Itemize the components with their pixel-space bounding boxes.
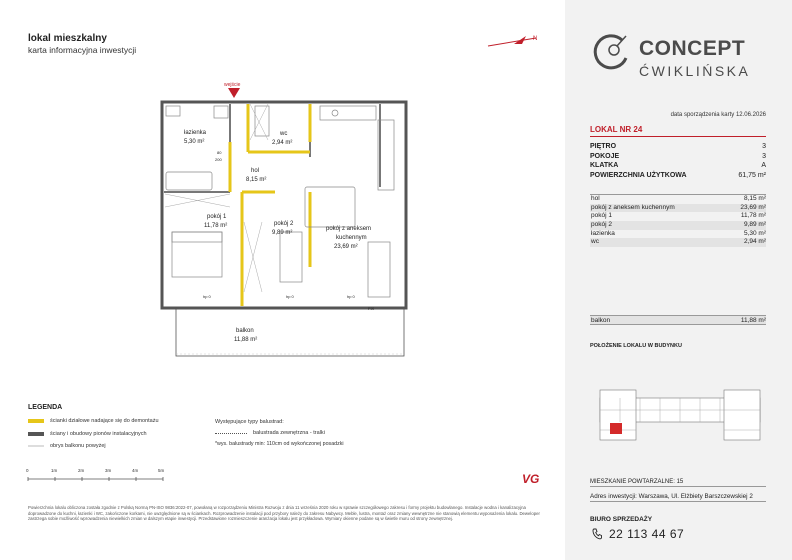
- door-dim: hp 0: [203, 294, 211, 299]
- info-row: [590, 142, 766, 152]
- room-label-pokoj1: pokój 1: [207, 214, 227, 220]
- footnote: Powierzchnia lokalu obliczona została zgodnie z Polską Normą PN-ISO 9836:2022-07, powołaną w rozporządzeniu Ministra Rozwoju z dnia 11 września 2020 roku w sprawie szczegółowego zakresu i formy projektu budowlanego. Instalacje wodna i kanalizacyjna doprowadzone do kuchni, łazienki i WC, zakończone korkami, nie uwzględnione są w ściankach. Rozprowadzenie instalacji pod przybory należy do zakresu Nabywcy. Meble, lustra, montaż oraz zmiany wewnętrzne nie stanowią elementu wyposażenia lokalu. Deweloper zastrzega sobie możliwość wprowadzenia niewielkich zmian w dalszym etapie inwestycji. Przedstawione rozmieszczenie aranżacja lokalu jest przykładowa. Wymiary okienne podane są w świetle muru od strony zewnętrznej.: [28, 505, 540, 522]
- door-dim: FIX: [368, 306, 375, 311]
- door-dim: hp 0: [286, 294, 294, 299]
- location-highlight: [610, 423, 622, 434]
- scale-label: 2m: [78, 468, 85, 473]
- legend-swatch-balcony: [28, 445, 44, 447]
- info-row: [590, 161, 766, 171]
- room-label-balkon: balkon: [236, 328, 254, 334]
- entrance-label: wejście: [224, 82, 241, 88]
- room-row: [590, 238, 766, 247]
- divider: [590, 136, 766, 137]
- room-area: 11,78 m²: [740, 212, 766, 220]
- room-row: [590, 204, 766, 213]
- room-table: [590, 194, 766, 247]
- info-label: KLATKA: [590, 162, 619, 170]
- legend-swatch-walls: [28, 432, 44, 436]
- info-table: [590, 142, 766, 180]
- investment-address: Adres inwestycji: Warszawa, Ul. Elżbiety Barszczewskiej 2: [590, 493, 753, 500]
- divider: [590, 486, 766, 487]
- brand-name: CONCEPT: [639, 37, 746, 60]
- info-panel: [565, 0, 792, 560]
- sales-office-label: BIURO SPRZEDAŻY: [590, 516, 653, 523]
- room-area-lazienka: 5,30 m²: [184, 139, 205, 145]
- room-area: 9,89 m²: [743, 221, 766, 229]
- door-dim: 200: [215, 157, 222, 162]
- room-label-wc: wc: [280, 131, 288, 137]
- room-area-pokoj-aneks: 23,69 m²: [334, 244, 358, 250]
- door-dim: hp 0: [347, 294, 355, 299]
- info-row: [590, 152, 766, 162]
- room-row: [590, 230, 766, 239]
- room-name: pokój 1: [591, 212, 612, 220]
- room-area-pokoj1: 11,78 m²: [204, 223, 228, 229]
- balustrade-note: *wys. balustrady min: 110cm od wykończonej posadzki: [215, 441, 344, 447]
- room-area: 5,30 m²: [743, 229, 766, 237]
- info-value: 3: [762, 152, 766, 160]
- legend-item: obrys balkonu powyżej: [50, 443, 106, 449]
- vg-logo: VG: [522, 472, 540, 486]
- svg-text:N: N: [533, 36, 538, 42]
- balustrade-title: Występujące typy balustrad:: [215, 419, 284, 425]
- room-row: [590, 212, 766, 221]
- document-subtitle: karta informacyjna inwestycji: [28, 45, 137, 55]
- balcony-row: [590, 315, 766, 325]
- scale-label: 1m: [51, 468, 58, 473]
- balcony-area: 11,88 m²: [740, 317, 766, 324]
- info-value: 3: [762, 143, 766, 150]
- scale-label: 3m: [105, 468, 112, 473]
- room-area-hol: 8,15 m²: [246, 177, 267, 183]
- repeated-unit: MIESZKANIE POWTARZALNE: 15: [590, 479, 684, 485]
- room-area-pokoj2: 9,89 m²: [272, 230, 293, 236]
- info-label: PIĘTRO: [590, 143, 617, 150]
- room-area: 8,15 m²: [743, 195, 766, 202]
- document-title: lokal mieszkalny: [28, 33, 107, 44]
- sales-phone[interactable]: 22 113 44 67: [609, 527, 685, 541]
- legend-title: LEGENDA: [28, 404, 63, 411]
- room-label-pokoj-aneks-2: kuchennym: [336, 235, 367, 241]
- door-dim: 80: [217, 150, 222, 155]
- room-name: pokój 2: [591, 221, 612, 229]
- room-name: hol: [591, 195, 600, 202]
- info-value: A: [761, 162, 766, 170]
- concept-ring-logo-icon: [592, 32, 632, 72]
- info-row: [590, 171, 766, 181]
- room-name: łazienka: [591, 229, 615, 237]
- room-name: wc: [591, 238, 599, 246]
- scale-bar: [26, 468, 176, 482]
- balustrade-type: balustrada zewnętrzna - tralki: [253, 430, 325, 436]
- info-label: POKOJE: [590, 152, 620, 160]
- room-area: 23,69 m²: [740, 203, 766, 211]
- brand-location: ĆWIKLIŃSKA: [639, 63, 751, 79]
- info-label: POWIERZCHNIA UŻYTKOWA: [590, 171, 687, 179]
- scale-label: 4m: [132, 468, 139, 473]
- room-label-pokoj2: pokój 2: [274, 221, 294, 227]
- room-row: [590, 221, 766, 230]
- north-arrow-icon: [486, 32, 542, 50]
- room-label-pokoj-aneks: pokój z aneksem: [326, 226, 372, 232]
- balcony-name: balkon: [591, 317, 611, 324]
- room-area-wc: 2,94 m²: [272, 140, 293, 146]
- room-area-balkon: 11,88 m²: [234, 337, 258, 343]
- phone-icon: [592, 528, 602, 540]
- location-title: POŁOŻENIE LOKALU W BUDYNKU: [590, 343, 682, 349]
- card-date: data sporządzenia karty 12.06.2026: [670, 112, 766, 118]
- lokal-number: LOKAL NR 24: [590, 125, 643, 134]
- divider: [590, 501, 766, 502]
- building-location-map: [590, 350, 766, 466]
- info-value: 61,75 m²: [738, 171, 766, 179]
- scale-label: 5m: [158, 468, 165, 473]
- room-row: [590, 195, 766, 204]
- legend-item: ściany i obudowy pionów instalacyjnych: [50, 431, 147, 437]
- legend-item: ścianki działowe nadające się do demontażu: [50, 418, 159, 424]
- room-label-hol: hol: [251, 168, 260, 174]
- legend-swatch-demolish: [28, 419, 44, 423]
- room-label-lazienka: łazienka: [184, 130, 207, 136]
- balustrade-swatch: [215, 433, 247, 434]
- room-area: 2,94 m²: [743, 238, 766, 246]
- scale-label: 0: [26, 468, 29, 473]
- room-name: pokój z aneksem kuchennym: [591, 203, 675, 211]
